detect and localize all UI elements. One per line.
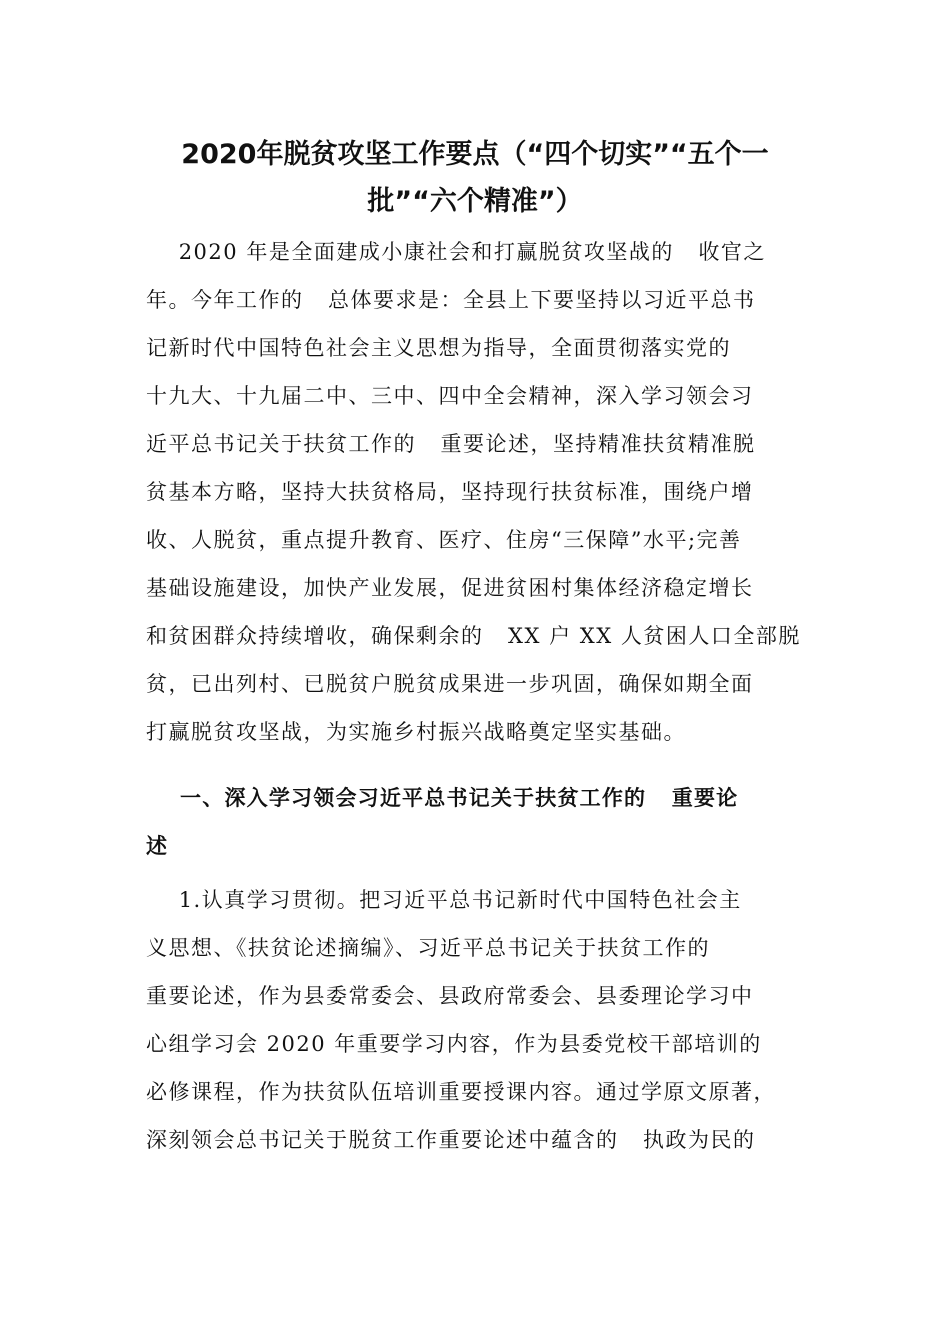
- body-line: 收、人脱贫，重点提升教育、医疗、住房“三保障”水平;完善: [146, 528, 742, 552]
- section-body-line: 1.认真学习贯彻。把习近平总书记新时代中国特色社会主: [146, 888, 742, 912]
- section-body-line: 必修课程，作为扶贫队伍培训重要授课内容。通过学原文原著，: [146, 1080, 776, 1104]
- body-line: 和贫困群众持续增收，确保剩余的 XX 户 XX 人贫困人口全部脱: [146, 624, 801, 648]
- section-heading-line: 一、深入学习领会习近平总书记关于扶贫工作的 重要论: [146, 786, 739, 810]
- body-line: 记新时代中国特色社会主义思想为指导，全面贯彻落实党的: [146, 336, 731, 360]
- body-line: 年。今年工作的 总体要求是：全县上下要坚持以习近平总书: [146, 288, 756, 312]
- body-line: 十九大、十九届二中、三中、四中全会精神，深入学习领会习: [146, 384, 754, 408]
- document-title-line-2: 批”“六个精准”）: [367, 186, 583, 217]
- body-line: 2020 年是全面建成小康社会和打赢脱贫攻坚战的 收官之: [146, 240, 766, 264]
- body-line: 近平总书记关于扶贫工作的 重要论述，坚持精准扶贫精准脱: [146, 432, 756, 456]
- body-line: 基础设施建设，加快产业发展，促进贫困村集体经济稳定增长: [146, 576, 754, 600]
- section-body-line: 义思想、《扶贫论述摘编》、习近平总书记关于扶贫工作的: [146, 936, 710, 960]
- body-line: 贫基本方略，坚持大扶贫格局，坚持现行扶贫标准，围绕户增: [146, 480, 754, 504]
- section-heading-line: 述: [146, 834, 169, 858]
- section-body-line: 深刻领会总书记关于脱贫工作重要论述中蕴含的 执政为民的: [146, 1128, 756, 1152]
- section-body-line: 重要论述，作为县委常委会、县政府常委会、县委理论学习中: [146, 984, 754, 1008]
- body-line: 打赢脱贫攻坚战，为实施乡村振兴战略奠定坚实基础。: [146, 720, 686, 744]
- body-line: 贫，已出列村、已脱贫户脱贫成果进一步巩固，确保如期全面: [146, 672, 754, 696]
- section-body-line: 心组学习会 2020 年重要学习内容，作为县委党校干部培训的: [146, 1032, 762, 1056]
- document-title-line-1: 2020年脱贫攻坚工作要点（“四个切实”“五个一: [181, 139, 769, 170]
